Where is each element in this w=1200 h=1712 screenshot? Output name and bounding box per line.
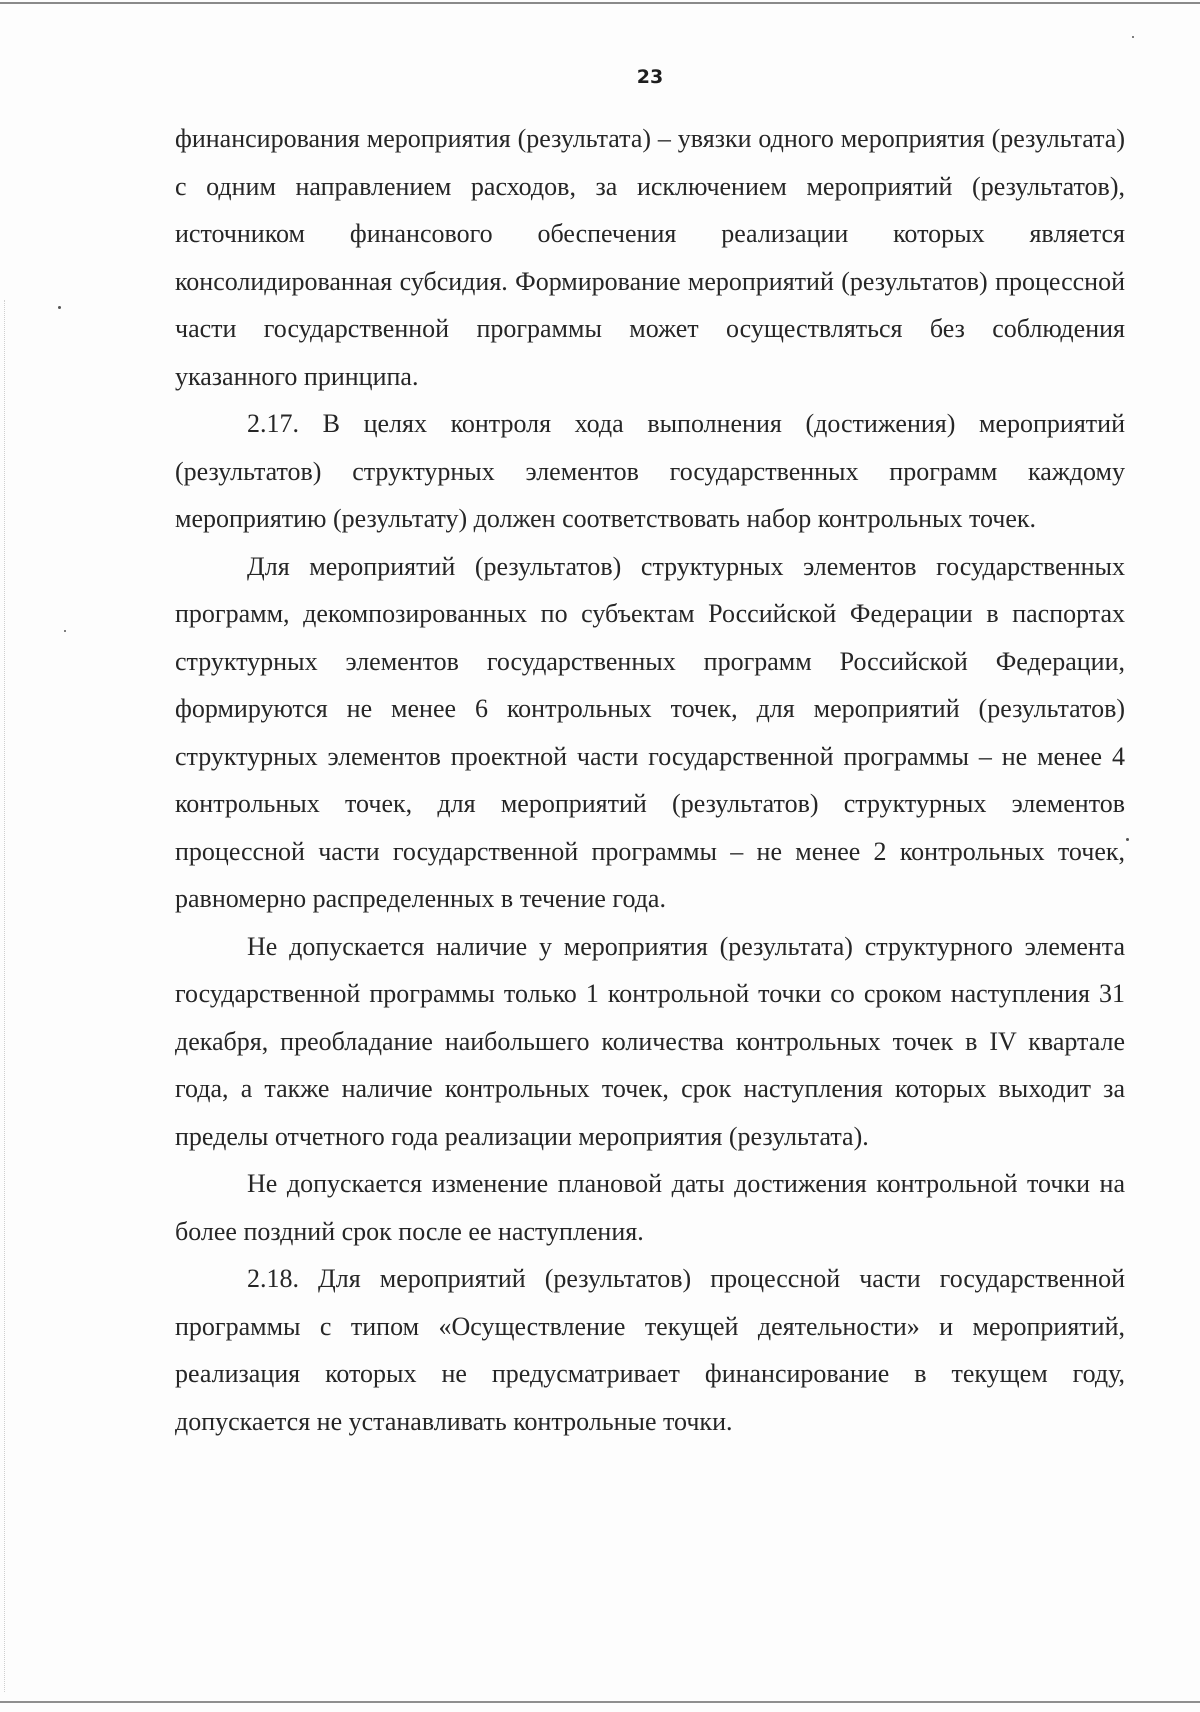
scan-speck — [1132, 36, 1134, 38]
paragraph-2-18: 2.18. Для мероприятий (результатов) процессной части государственной программы с типом «Осуществление текущей деятельности» и мероприятий, реализация которых не предусматривает финансирование в текущем году, допускается не устанавливать контрольные точки. — [175, 1264, 1125, 1436]
paragraph-date-change: Не допускается изменение плановой даты достижения контрольной точки на более поздний срок после ее наступления. — [175, 1169, 1125, 1246]
scan-top-edge — [0, 2, 1200, 4]
paragraph-continuation: финансирования мероприятия (результата) – увязки одного мероприятия (результата) с одним направлением расходов, за исключением мероприятий (результатов), источником финансового обеспечения реализации которых является консолидированная субсидия. Формирование мероприятий (результатов) процессной части государственной программы может осуществляться без соблюдения указанного принципа. — [175, 124, 1125, 391]
scan-left-edge — [4, 300, 6, 1692]
scan-speck — [58, 306, 61, 309]
paragraph-2-17: 2.17. В целях контроля хода выполнения (достижения) мероприятий (результатов) структурных элементов государственных программ каждому мероприятию (результату) должен соответствовать набор контрольных точек. — [175, 409, 1125, 533]
page-number: 23 — [636, 66, 664, 88]
document-body — [175, 115, 1125, 1445]
scan-bottom-edge — [0, 1701, 1200, 1703]
scan-speck — [1126, 838, 1129, 841]
paragraph-control-points-count: Для мероприятий (результатов) структурных элементов государственных программ, декомпозированных по субъектам Российской Федерации в паспортах структурных элементов государственных программ Российской Федерации, формируются не менее 6 контрольных точек, для мероприятий (результатов) структурных элементов проектной части государственной программы – не менее 4 контрольных точек, для мероприятий (результатов) структурных элементов процессной части государственной программы – не менее 2 контрольных точек, равномерно распределенных в течение года. — [175, 551, 1125, 913]
scan-speck — [64, 630, 66, 632]
paragraph-restrictions: Не допускается наличие у мероприятия (результата) структурного элемента государственной программы только 1 контрольной точки со сроком наступления 31 декабря, преобладание наибольшего количества контрольных точек в IV квартале года, а также наличие контрольных точек, срок наступления которых выходит за пределы отчетного года реализации мероприятия (результата). — [175, 931, 1125, 1151]
